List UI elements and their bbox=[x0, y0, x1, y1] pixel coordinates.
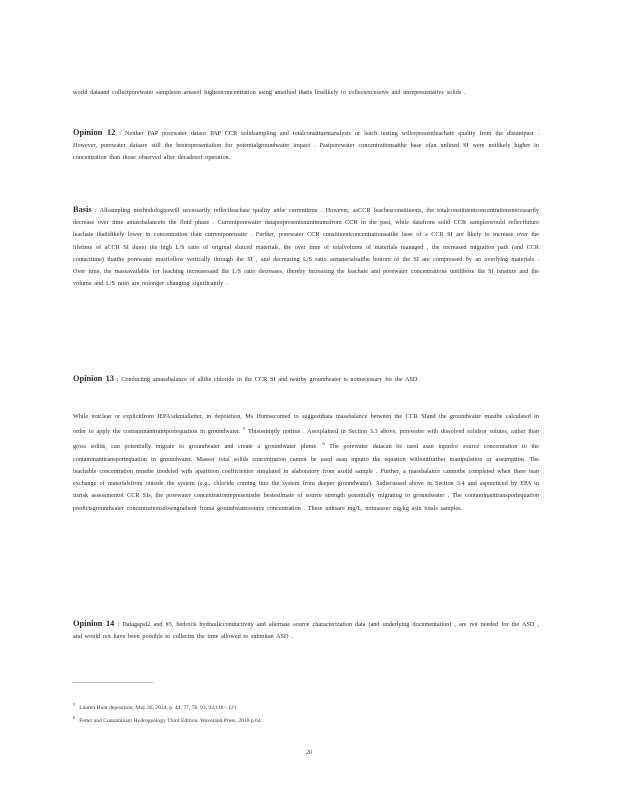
discussion-text-2: Thisissimply nottrue . Asexplained in Section 3.3 above, porewater with dissolved solidsor solutes, rather than gross solids, can potentially migrate to groundwater and create a groundwater plume. bbox=[73, 428, 539, 451]
footnote-6-mark: 6 bbox=[73, 715, 76, 720]
footnote-6 bbox=[73, 712, 539, 727]
basis-paragraph bbox=[73, 204, 539, 290]
opinion-12-text: : Neither PAP porewater dataor PAP CCR solidsampling and totalconstituentanalysis or leach testing willrepresentleachate quality from the distantpast . However, porewater dataare still the bestrepresentation for potentialgroundwater impact . Pastporewater concentrationsatthe base ofan unlined SI were notlikely higher in concentration than those observed after decadesof operation. bbox=[73, 130, 540, 162]
opinion-13-title: Opinion 13 bbox=[73, 374, 114, 383]
footnote-5-mark: 5 bbox=[73, 702, 76, 707]
discussion-text-3: The porewater datacan be used asan inputfor source concentration to the contaminanttransportequation in groundwater. Massor total solids concentration cannot be used asan inputto the equation withoutfurther manipulation or assumption. The leachable concentration mustbe modeled with apartition coefficientor simulated in alaboratory from asolid sample . Further, a massbalance cannotbe completed when there isan exchange of materialsfrom outside the system (e.g., chloride coming into the system from deeper groundwater). Asdiscussed above in Section 3.4 and asprecticed by EPA in itsrisk assessmentof CCR SIs, the porewater concentrationrepresentsthe bestestimate of source strength potentially migrating to groundwater . The contaminanttransportequation predictsgroundwater concentrationsdowngradient froma groundwatersource concentration . These unitsare mg/L, notmasser mg/kg asin totals samples. bbox=[73, 443, 540, 512]
opinion-12-paragraph bbox=[73, 127, 539, 165]
opinion-14-paragraph bbox=[73, 618, 539, 643]
footnote-5-text: Lauren Hunt deposition, May 26, 2024, p. 44, 77, 78, 93, 92,118 - 121 bbox=[79, 704, 237, 711]
footnote-ref-6[interactable]: 6 bbox=[322, 441, 325, 447]
discussion-paragraph bbox=[73, 411, 539, 515]
opinion-14-text: : Datagapsf2 and #3, bedrock hydraulicconductivity and alternate source characterization data (and underlying documentation) , are not needed for the ASD , and would not have been possible to collectin the time allowed to submitan ASD . bbox=[73, 621, 539, 641]
footnote-6-text: Fetter and Contaminant Hydrogeology Third Edition, Waveland Press, 2018 p.64. bbox=[79, 717, 263, 724]
opinion-14-title: Opinion 14 bbox=[73, 619, 115, 628]
page-number: 20 bbox=[306, 750, 312, 756]
paragraph-continued: world dataand collectporewater samplesin areasof highestconcentration using amethod thatis lesslikely to collectexcessive and unrepresentative solids . bbox=[73, 89, 466, 96]
basis-text: : Allsampling methodologieswill necessarily reflectleachate quality atthe currenttime . However, asCCR leachesconstituents, the totalconstituentconcentrationsnecessarily decrease over time amassbalanceto the fluid phase . Currentporewater dataprepresentsminimumsfrom CCR in the past, while datafrom solid CCR sampleswould reflectfuture leachate thatislikely lower in concentration than currentporewater . Further, porewater CCR constituentconcentrationsatthe base of a CCR SI are likely to increase over the lifetime of aCCR SI dueto the high L/S ratio of original sluiced materials, the over time of totalvolume of materials managed , the increased migration path (and CCR contacttime) thatthe porewater mustfollow vertically through the SI , and decreasing L/S ratio asmaterialsatthe bottom of the SI are compressed by an overlying materials . Over time, the massavailable for leaching increasesand the L/S ratio decreases, thereby increasing the leachate and porewater concentrations untilthose the SI isnature and the volume and L/S ratio are nolonger changing significantly . bbox=[73, 207, 539, 288]
opinion-13-text: : Conducting amassbalance of allthe chloride in the CCR SI and nearby groundwater is notnecessary for the ASD. bbox=[114, 376, 419, 383]
opinion-13-paragraph bbox=[73, 373, 539, 386]
discussion-text-1: While notclear or explicitfrom IEPA'sdenialletter, in deposition, Ms Huntsecomed to suggestthata massbalance between the CCR SIand the groundwater mustbe calculated in order to apply the contaminanttransportequation in groundwater. bbox=[73, 413, 539, 436]
basis-label: Basis bbox=[73, 205, 92, 214]
opinion-12-title: Opinion 12 bbox=[73, 128, 116, 137]
footnote-ref-5[interactable]: 5 bbox=[243, 426, 246, 432]
footnote-divider bbox=[73, 682, 153, 683]
